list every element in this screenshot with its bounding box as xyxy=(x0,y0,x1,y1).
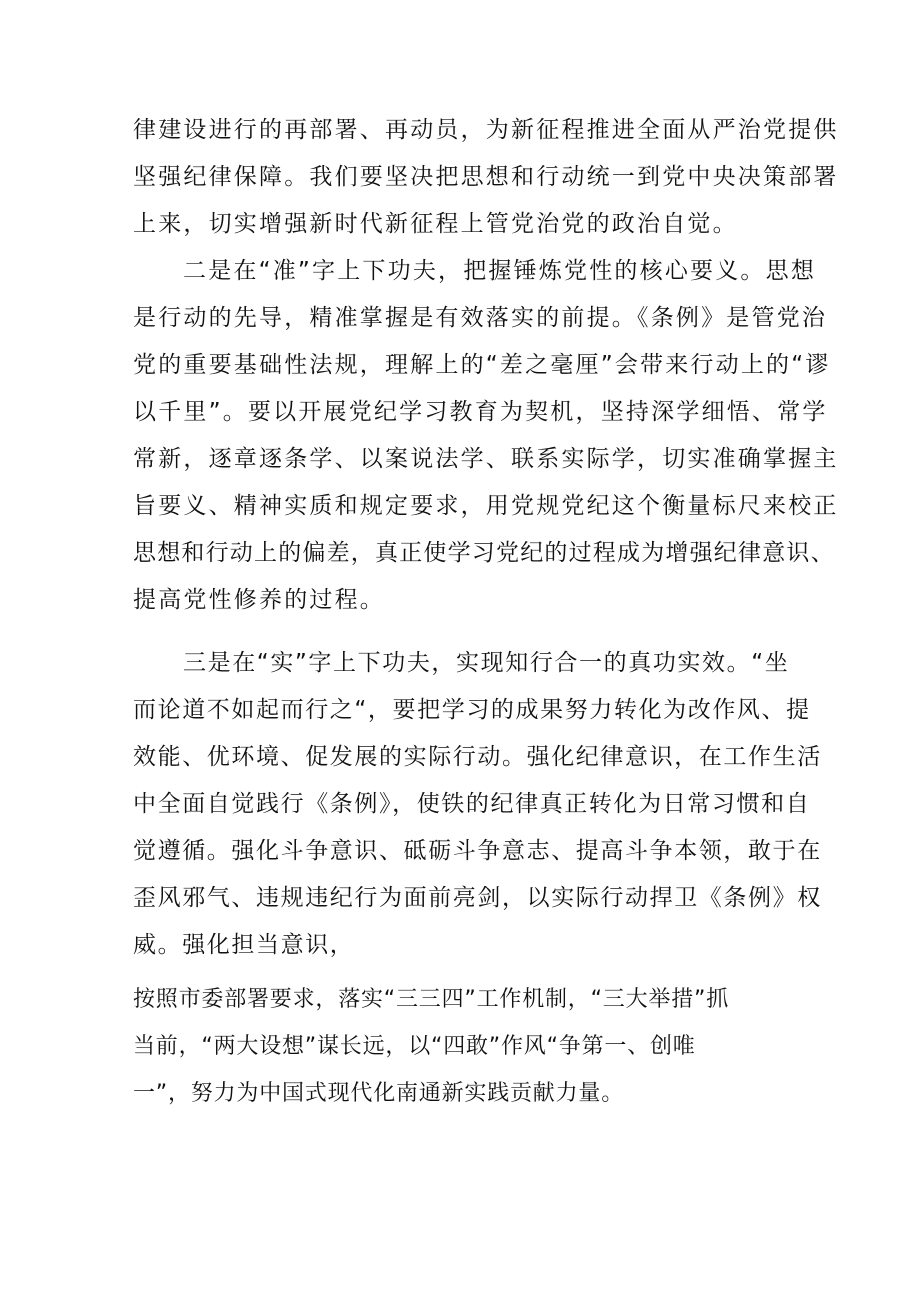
paragraph-line: 上来，切实增强新时代新征程上管党治党的政治自觉。 xyxy=(133,211,738,237)
paragraph-line: 一”，努力为中国式现代化南通新实践贡献力量。 xyxy=(133,1081,624,1106)
paragraph-line: 坚强纪律保障。我们要坚决把思想和行动统一到党中央决策部署 xyxy=(133,164,839,190)
paragraph-line: 党的重要基础性法规，理解上的“差之毫厘”会带来行动上的“谬 xyxy=(133,352,831,378)
paragraph-line: 旨要义、精神实质和规定要求，用党规党纪这个衡量标尺来校正 xyxy=(133,493,839,519)
paragraph-line: 威。强化担当意识， xyxy=(133,932,355,958)
paragraph-line: 而论道不如起而行之“，要把学习的成果努力转化为改作风、提 xyxy=(133,697,811,723)
paragraph-line: 三是在“实”字上下功夫，实现知行合一的真功实效。“坐 xyxy=(183,650,790,676)
paragraph-line: 效能、优环境、促发展的实际行动。强化纪律意识，在工作生活 xyxy=(133,744,822,770)
paragraph-line: 按照市委部署要求，落实“三三四”工作机制，“三大举措”抓 xyxy=(133,987,729,1012)
paragraph-line: 常新，逐章逐条学、以案说法学、联系实际学，切实准确掌握主 xyxy=(133,446,839,472)
paragraph-line: 提高党性修养的过程。 xyxy=(133,587,385,613)
paragraph-line: 律建设进行的再部署、再动员，为新征程推进全面从严治党提供 xyxy=(133,117,839,143)
paragraph-line: 二是在“准”字上下功夫，把握锤炼党性的核心要义。思想 xyxy=(183,258,817,284)
paragraph-line: 思想和行动上的偏差，真正使学习党纪的过程成为增强纪律意识、 xyxy=(133,540,835,566)
paragraph-line: 觉遵循。强化斗争意识、砥砺斗争意志、提高斗争本领，敢于在 xyxy=(133,838,822,864)
paragraph-line: 是行动的先导，精准掌握是有效落实的前提。《条例》是管党治 xyxy=(133,305,828,331)
paragraph-line: 歪风邪气、违规违纪行为面前亮剑，以实际行动捍卫《条例》权 xyxy=(133,885,822,911)
paragraph-line: 中全面自觉践行《条例》，使铁的纪律真正转化为日常习惯和自 xyxy=(133,791,811,817)
paragraph-line: 以千里”。要以开展党纪学习教育为契机，坚持深学细悟、常学 xyxy=(133,399,828,425)
paragraph-line: 当前，“两大设想”谋长远，以“四敢”作风“争第一、创唯 xyxy=(133,1034,696,1059)
